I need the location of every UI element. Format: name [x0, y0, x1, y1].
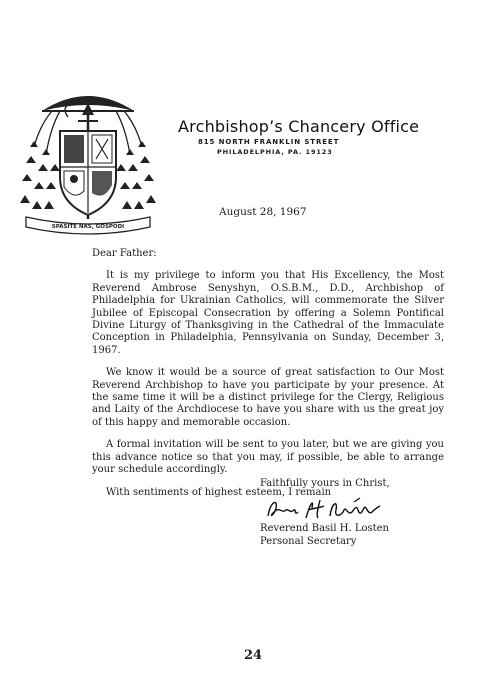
signer-name: Reverend Basil H. Losten [260, 523, 389, 534]
signer-title: Personal Secretary [260, 535, 357, 547]
letter-date: August 28, 1967 [219, 206, 307, 218]
letterhead-city: PHILADELPHIA, PA. 19123 [217, 148, 333, 156]
salutation: Dear Father: [92, 248, 157, 259]
closing: Faithfully yours in Christ, [260, 478, 390, 489]
handwritten-signature [264, 494, 384, 524]
page-number: 24 [244, 648, 263, 663]
coat-of-arms-logo [12, 85, 164, 235]
paragraph-participation: We know it would be a source of great satisfaction to Our Most Reverend Archbishop to have you participate by your presence. At the same time it will be a distinct privilege for the Clergy, Religious and Laity of the Archdiocese to have you share with us the great joy of this happy and memorable occasion. [92, 367, 444, 428]
letter-body [92, 248, 444, 509]
paragraph-announcement: It is my privilege to inform you that His Excellency, the Most Reverend Ambrose Senyshyn, O.S.B.M., D.D., Archbishop of Philadelphia for Ukrainian Catholics, will commemorate the Silver Jubilee of Episcopal Consecration by offering a Solemn Pontifical Divine Liturgy of Thanksgiving in the Cathedral of the Immaculate Conception in Philadelphia, Pennsylvania on Sunday, December 3, 1967. [92, 270, 444, 356]
paragraph-esteem: With sentiments of highest esteem, I remain [106, 486, 332, 498]
crest-motto: SPASITE NAS, GOSPODI [51, 224, 125, 230]
signer-block [260, 523, 389, 548]
letterhead-title: Archbishop’s Chancery Office [178, 117, 420, 136]
paragraph-invitation: A formal invitation will be sent to you later, but we are giving you this advance notice so that you may, if possible, be able to arrange your schedule accordingly. [92, 439, 444, 476]
letterhead [178, 117, 478, 156]
letterhead-street: 815 NORTH FRANKLIN STREET [198, 138, 340, 146]
